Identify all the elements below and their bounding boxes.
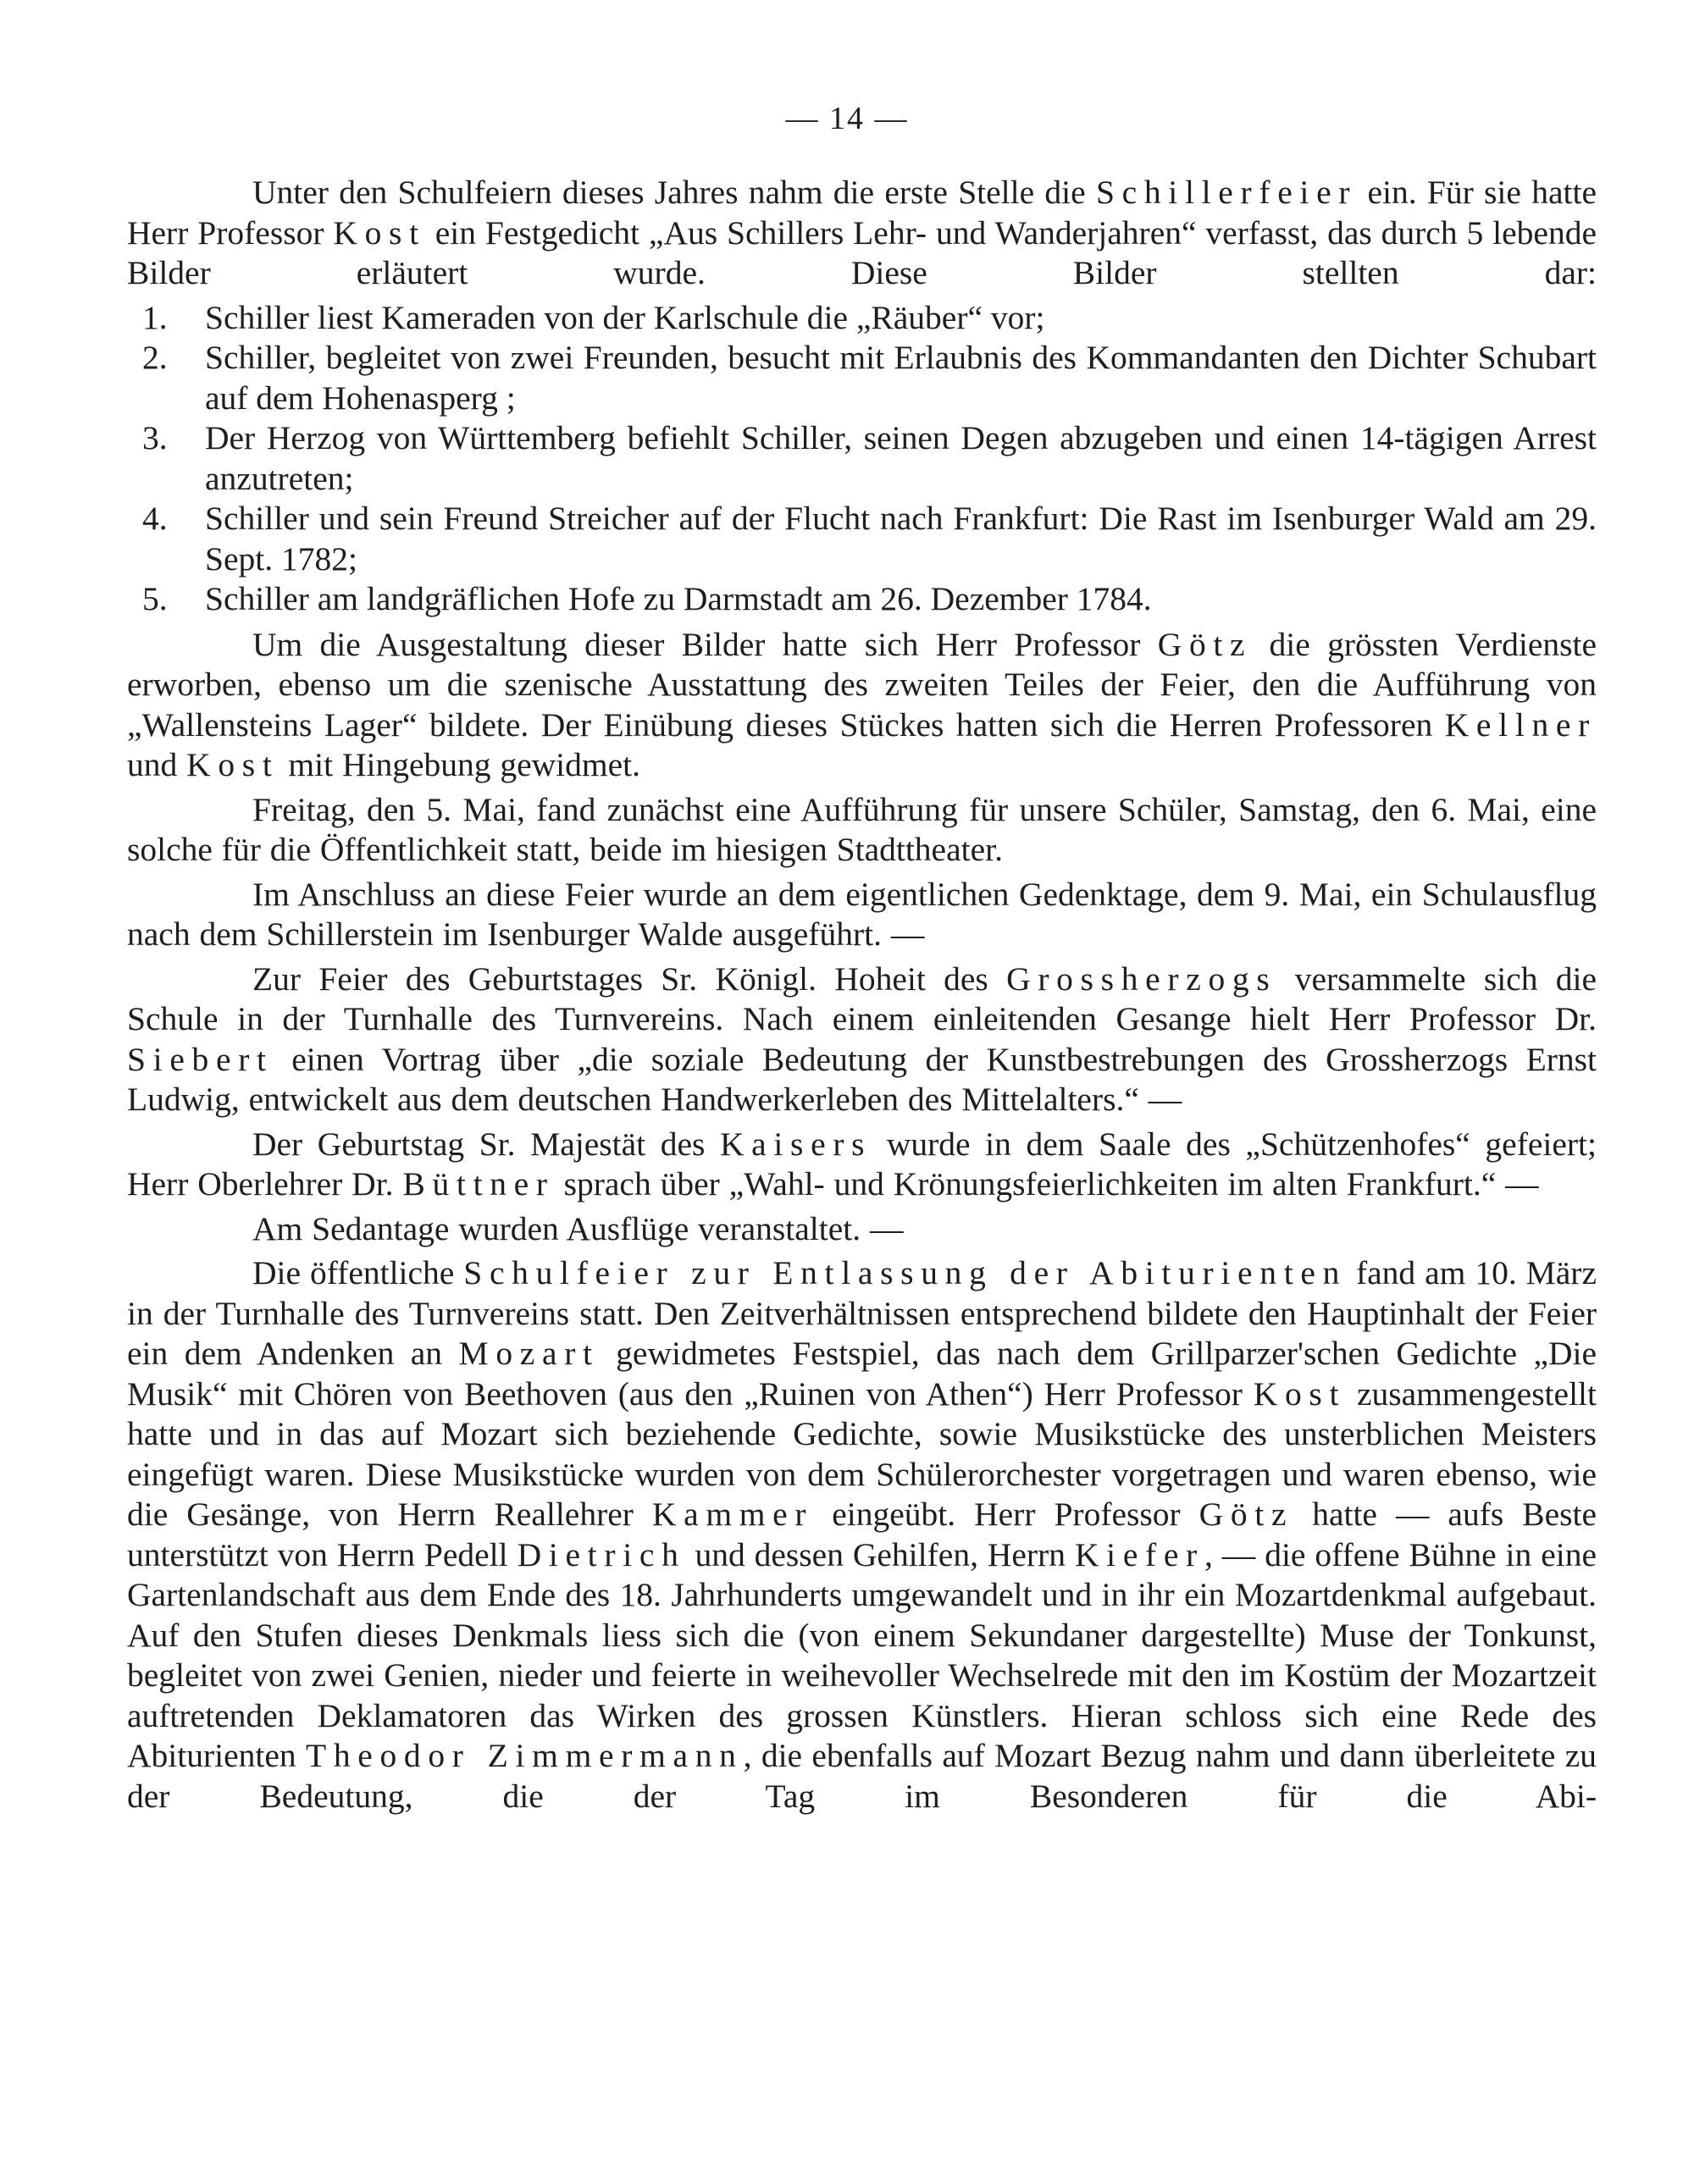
text-run: Um die Ausgestaltung dieser Bilder hatte sich Herr Professor <box>252 625 1158 663</box>
text-run: fand am 10. März in der Turnhalle des Turnvereins statt. Den Zeitverhältnissen entsprechend bildete den Hauptinhalt der Feier ein dem Andenken an <box>127 1254 1597 1372</box>
scene-list <box>127 298 1597 620</box>
text-run: zusammengestellt hatte und in das auf Mozart sich beziehende Gedichte, sowie Musikstücke des unsterblichen Meisters eingefügt waren. Diese Musikstücke wurden von dem Schülerorchester vorgetragen und waren ebenso, wie die Gesänge, von Herrn Reallehrer <box>127 1374 1597 1533</box>
spaced-name: Kost <box>333 213 426 252</box>
spaced-name: Kammer <box>651 1496 814 1533</box>
spaced-name: Götz <box>1157 625 1253 663</box>
list-item <box>127 298 1597 339</box>
paragraph-sedantag: Am Sedantage wurden Ausflüge veranstaltet. — <box>252 1209 904 1247</box>
paragraph-abiturienten <box>127 1253 1597 1816</box>
spaced-name: Theodor Zimmermann <box>306 1737 744 1774</box>
list-item <box>127 338 1597 418</box>
list-text: Schiller am landgräflichen Hofe zu Darmstadt am 26. Dezember 1784. <box>205 580 1152 617</box>
list-number: 1. <box>142 298 168 336</box>
text-run: Unter den Schulfeiern dieses Jahres nahm die erste Stelle die <box>252 174 1096 211</box>
list-number: 3. <box>142 419 168 456</box>
text-run: sprach über „Wahl- und Krönungsfeierlichkeiten im alten Frankfurt.“ — <box>554 1165 1539 1203</box>
paragraph-auffuehrung: Freitag, den 5. Mai, fand zunächst eine Aufführung für unsere Schüler, Samstag, den 6. Mai, eine solche für die Öffentlichkeit statt, beide im hiesigen Stadttheater. <box>127 790 1597 868</box>
text-run: Zur Feier des Geburtstages Sr. Königl. Hoheit des <box>252 959 1007 998</box>
list-text: Der Herzog von Württemberg befiehlt Schiller, seinen Degen abzugeben und einen 14-tägigen Arrest anzutreten; <box>205 419 1597 497</box>
text-run: einen Vortrag über „die soziale Bedeutung der Kunstbestrebungen des Grossherzogs Ernst Ludwig, entwickelt aus dem deutschen Handwerkerleben des Mittelalters.“ — <box>127 1040 1597 1118</box>
spaced-name: Kost <box>186 746 280 783</box>
spaced-text: Kaisers <box>719 1125 872 1163</box>
spaced-name: Mozart <box>458 1335 600 1372</box>
text-run: die grössten Verdienste erworben, ebenso um die szenische Ausstattung des zweiten Teiles der Feier, den die Aufführung von „Wallensteins Lager“ bildete. Der Einübung dieses Stückes hatten sich die Herren Professoren <box>127 625 1597 744</box>
text-run: , die ebenfalls auf Mozart Bezug nahm und dann überleitete zu der Bedeutung, die der Tag im Besonderen für die Abi- <box>127 1737 1597 1815</box>
list-item <box>127 579 1597 620</box>
text-run: mit Hingebung gewidmet. <box>279 746 640 783</box>
text-run: Der Geburtstag Sr. Majestät des <box>252 1125 720 1163</box>
list-item <box>127 418 1597 499</box>
text-run: wurde in dem Saale des „Schützenhofes“ gefeiert; Herr Oberlehrer Dr. <box>127 1125 1597 1203</box>
paragraph-ausgestaltung <box>127 625 1597 786</box>
paragraph-grossherzog <box>127 959 1597 1120</box>
list-number: 4. <box>142 500 168 537</box>
text-run: Die öffentliche <box>252 1254 464 1291</box>
list-text: Schiller, begleitet von zwei Freunden, besucht mit Erlaubnis des Kommandanten den Dichter Schubart auf dem Hohenasperg ; <box>205 339 1597 417</box>
paragraph-kaiser <box>127 1125 1597 1205</box>
page-number: — 14 — <box>785 101 909 136</box>
spaced-name: Büttner <box>402 1165 555 1203</box>
text-run: versammelte sich die Schule in der Turnhalle des Turnvereins. Nach einem einleitenden Gesange hielt Herr Professor Dr. <box>127 959 1597 1037</box>
spaced-name: Kellner <box>1444 705 1597 744</box>
page-body <box>127 173 1597 1821</box>
spaced-name: Kiefer <box>1074 1535 1204 1573</box>
text-run: und <box>127 746 187 783</box>
spaced-text: Schulfeier zur Entlassung der Abiturienten <box>463 1254 1348 1291</box>
text-run: ein Festgedicht „Aus Schillers Lehr- und Wanderjahren“ verfasst, das durch 5 lebende Bilder erläutert wurde. Diese Bilder stellten dar: <box>127 213 1597 291</box>
list-number: 5. <box>142 580 168 617</box>
spaced-text: Grossherzogs <box>1006 959 1277 998</box>
text-run: und dessen Gehilfen, Herrn <box>685 1535 1075 1573</box>
text-run: eingeübt. Herr Professor <box>813 1496 1199 1533</box>
paragraph-schulausflug: Im Anschluss an diese Feier wurde an dem eigentlichen Gedenktage, dem 9. Mai, ein Schulausflug nach dem Schillerstein im Isenburger Walde ausgeführt. — <box>127 875 1597 953</box>
spaced-name: Dietrich <box>517 1535 686 1573</box>
text-run: gewidmetes Festspiel, das nach dem Grillparzer'schen Gedichte „Die Musik“ mit Chören von Beethoven (aus den „Ruinen von Athen“) Herr Professor <box>127 1335 1597 1413</box>
list-text: Schiller liest Kameraden von der Karlschule die „Räuber“ vor; <box>205 298 1045 336</box>
spaced-name: Götz <box>1199 1496 1294 1533</box>
list-text: Schiller und sein Freund Streicher auf der Flucht nach Frankfurt: Die Rast im Isenburger Wald am 29. Sept. 1782; <box>205 500 1597 578</box>
text-run: hatte — aufs Beste unterstützt von Herrn Pedell <box>127 1496 1597 1573</box>
paragraph-schillerfeier <box>127 173 1597 294</box>
spaced-text: Schillerfeier <box>1095 174 1358 211</box>
list-number: 2. <box>142 339 168 376</box>
text-run: ein. Für sie hatte Herr Professor <box>127 174 1597 252</box>
spaced-name: Siebert <box>127 1040 274 1078</box>
spaced-name: Kost <box>1253 1374 1347 1413</box>
list-item <box>127 499 1597 579</box>
text-run: , — die offene Bühne in eine Gartenlandschaft aus dem Ende des 18. Jahrhunderts umgewandelt und in ihr ein Mozartdenkmal aufgebaut. Auf den Stufen dieses Denkmals liess sich die (von einem Sekundaner dargestellte) Muse der Tonkunst, begleitet von zwei Genien, nieder und feierte in weihevoller Wechselrede mit den im Kostüm der Mozartzeit auftretenden Deklamatoren das Wirken des grossen Künstlers. Hieran schloss sich eine Rede des Abiturienten <box>127 1535 1597 1774</box>
